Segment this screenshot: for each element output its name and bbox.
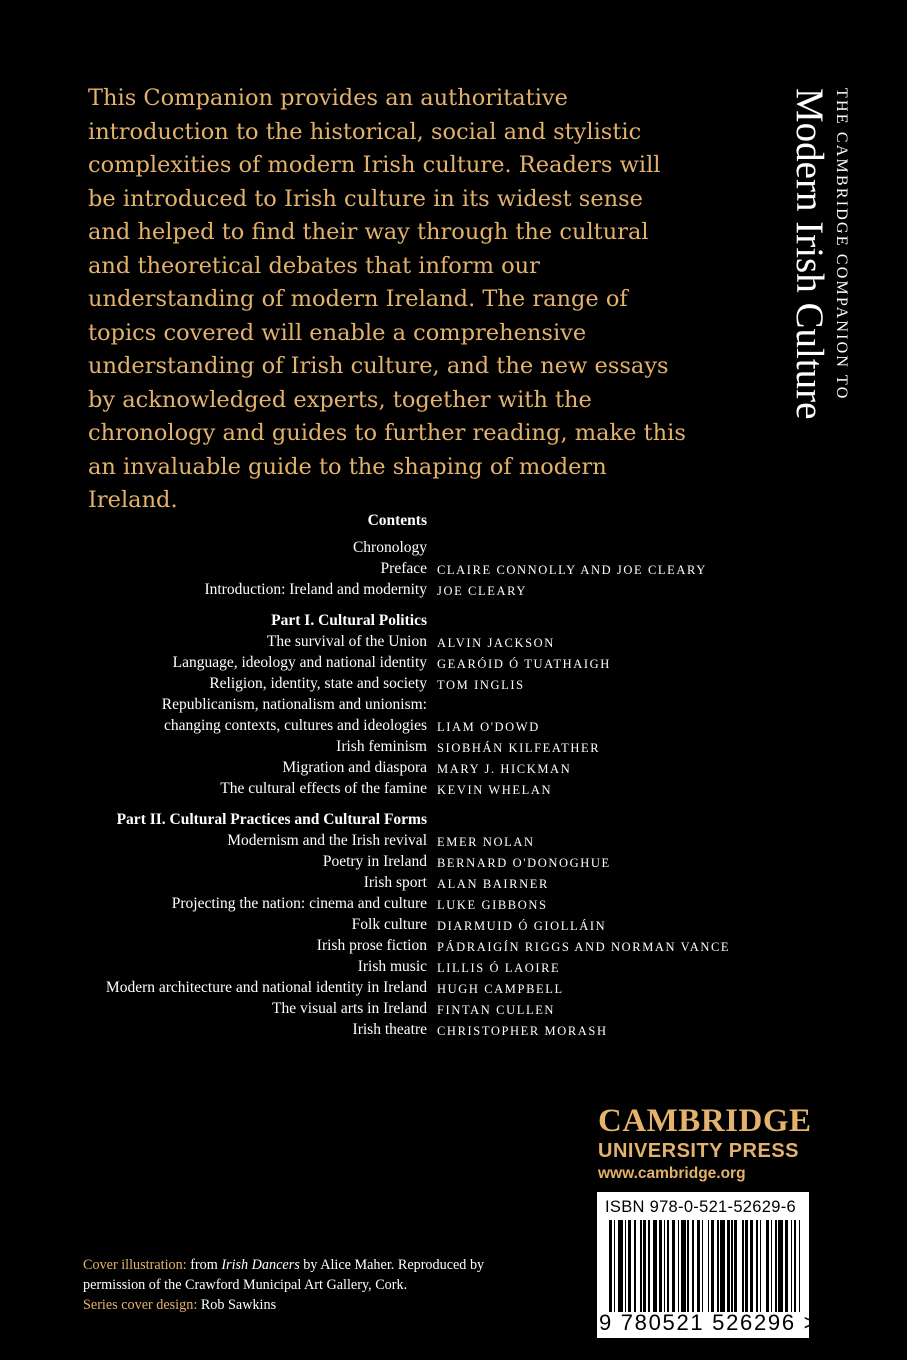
entry-author: HUGH CAMPBELL bbox=[437, 982, 564, 996]
entry-author: JOE CLEARY bbox=[437, 584, 527, 598]
barcode-bar bbox=[799, 1220, 800, 1312]
entry-title: Poetry in Ireland bbox=[322, 853, 427, 870]
contents-entry bbox=[0, 895, 907, 916]
part2-heading-row bbox=[0, 811, 907, 832]
contents-entry bbox=[0, 1000, 907, 1021]
entry-title: Chronology bbox=[352, 539, 427, 556]
contents-entry bbox=[0, 717, 907, 738]
design-name: Rob Sawkins bbox=[197, 1297, 277, 1313]
contents-entry bbox=[0, 675, 907, 696]
barcode-bar bbox=[681, 1220, 685, 1312]
barcode-bar bbox=[664, 1220, 665, 1312]
barcode-bar bbox=[708, 1220, 709, 1312]
contents-heading-row bbox=[0, 512, 907, 533]
barcode-bar bbox=[720, 1220, 724, 1312]
contents-entry bbox=[0, 1021, 907, 1042]
blurb-text: This Companion provides an authoritative introduction to the historical, social and stylistic complexities of modern Irish culture. Readers will be introduced to Irish culture in its widest sense and helped to find their way through the cultural and theoretical debates that inform our understanding of modern Ireland. The range of topics covered will enable a comprehensive understanding of Irish culture, and the new essays by acknowledged experts, together with the chronology and guides to further reading, make this an invaluable guide to the shaping of modern Ireland. bbox=[88, 85, 686, 513]
contents-entry bbox=[0, 874, 907, 895]
entry-title: The survival of the Union bbox=[266, 633, 427, 650]
entry-title: Irish music bbox=[357, 958, 427, 975]
publisher-sub: UNIVERSITY PRESS bbox=[598, 1140, 800, 1162]
barcode-bar bbox=[687, 1220, 688, 1312]
contents-entry bbox=[0, 654, 907, 675]
barcode-bar bbox=[618, 1220, 622, 1312]
entry-author: LILLIS Ó LAOIRE bbox=[437, 961, 561, 975]
barcode-bar bbox=[672, 1220, 675, 1312]
entry-title: Republicanism, nationalism and unionism: bbox=[161, 696, 427, 713]
contents-entry bbox=[0, 696, 907, 717]
entry-title: The visual arts in Ireland bbox=[272, 1000, 427, 1017]
entry-author: KEVIN WHELAN bbox=[437, 783, 553, 797]
barcode-bar bbox=[717, 1220, 718, 1312]
entry-title: Folk culture bbox=[351, 916, 427, 933]
entry-title: Language, ideology and national identity bbox=[172, 654, 427, 671]
illustration-from: from bbox=[186, 1257, 222, 1273]
contents-entry bbox=[0, 581, 907, 602]
barcode-bar bbox=[731, 1220, 732, 1312]
entry-author: CLAIRE CONNOLLY AND JOE CLEARY bbox=[437, 563, 707, 577]
entry-author: ALAN BAIRNER bbox=[437, 877, 549, 891]
entry-title: Irish prose fiction bbox=[316, 937, 427, 954]
barcode-bar bbox=[794, 1220, 795, 1312]
barcode-bar bbox=[756, 1220, 757, 1312]
barcode-bar bbox=[667, 1220, 668, 1312]
entry-title: Projecting the nation: cinema and culture bbox=[171, 895, 427, 912]
barcode-block bbox=[597, 1192, 819, 1338]
entry-title: Modernism and the Irish revival bbox=[227, 832, 427, 849]
part2-heading: Part II. Cultural Practices and Cultural Forms bbox=[116, 811, 427, 828]
barcode-bar bbox=[766, 1220, 769, 1312]
entry-author: DIARMUID Ó GIOLLÁIN bbox=[437, 919, 607, 933]
contents-entry bbox=[0, 853, 907, 874]
publisher-logo bbox=[598, 1104, 838, 1184]
contents-entry bbox=[0, 832, 907, 853]
barcode-bar bbox=[771, 1220, 772, 1312]
entry-author: LUKE GIBBONS bbox=[437, 898, 548, 912]
barcode-bar bbox=[745, 1220, 748, 1312]
barcode-bar bbox=[634, 1220, 635, 1312]
barcode-bar bbox=[609, 1220, 612, 1312]
barcode-bar bbox=[643, 1220, 646, 1312]
contents-entry bbox=[0, 539, 907, 560]
barcode-bars bbox=[609, 1220, 805, 1312]
isbn-label: ISBN 978-0-521-52629-6 bbox=[605, 1198, 796, 1216]
spine-title-block bbox=[780, 88, 850, 498]
barcode-bar bbox=[614, 1220, 615, 1312]
series-name: THE CAMBRIDGE COMPANION TO bbox=[833, 88, 850, 401]
barcode-bar bbox=[727, 1220, 730, 1312]
entry-title: Migration and diaspora bbox=[282, 759, 427, 776]
entry-title: Irish feminism bbox=[336, 738, 427, 755]
barcode-bar bbox=[697, 1220, 700, 1312]
entry-title: Irish theatre bbox=[352, 1021, 427, 1038]
entry-title: Irish sport bbox=[363, 874, 427, 891]
barcode-bar bbox=[640, 1220, 641, 1312]
entry-author: TOM INGLIS bbox=[437, 678, 525, 692]
contents-entry bbox=[0, 780, 907, 801]
barcode-bar bbox=[778, 1220, 782, 1312]
illustration-line2: permission of the Crawford Municipal Art Gallery, Cork. bbox=[83, 1277, 408, 1293]
publisher-name: CAMBRIDGE bbox=[598, 1103, 812, 1139]
entry-title: Introduction: Ireland and modernity bbox=[204, 581, 427, 598]
barcode-bar bbox=[750, 1220, 753, 1312]
illustration-work: Irish Dancers bbox=[221, 1257, 300, 1273]
barcode-bar bbox=[791, 1220, 792, 1312]
design-label: Series cover design: bbox=[83, 1297, 198, 1313]
barcode-bar bbox=[711, 1220, 714, 1312]
entry-author: EMER NOLAN bbox=[437, 835, 535, 849]
barcode-bar bbox=[628, 1220, 631, 1312]
barcode-bar bbox=[785, 1220, 788, 1312]
entry-title: The cultural effects of the famine bbox=[220, 780, 427, 797]
contents-heading: Contents bbox=[367, 512, 427, 529]
contents-entry bbox=[0, 560, 907, 581]
barcode-bar bbox=[734, 1220, 737, 1312]
contents-entry bbox=[0, 916, 907, 937]
contents-entry bbox=[0, 738, 907, 759]
illustration-rest: by Alice Maher. Reproduced by bbox=[299, 1257, 485, 1273]
ean-digits: 9 780521 526296 > bbox=[599, 1310, 819, 1335]
barcode-bar bbox=[760, 1220, 761, 1312]
entry-title: Preface bbox=[380, 560, 427, 577]
entry-author: CHRISTOPHER MORASH bbox=[437, 1024, 608, 1038]
barcode-bar bbox=[653, 1220, 657, 1312]
part1-heading: Part I. Cultural Politics bbox=[271, 612, 427, 629]
contents-entry bbox=[0, 633, 907, 654]
contents-entry bbox=[0, 979, 907, 1000]
contents-list bbox=[0, 512, 907, 1042]
entry-title: changing contexts, cultures and ideologies bbox=[163, 717, 427, 734]
publisher-url: www.cambridge.org bbox=[598, 1165, 746, 1182]
entry-author: SIOBHÁN KILFEATHER bbox=[437, 741, 601, 755]
entry-author: PÁDRAIGÍN RIGGS AND NORMAN VANCE bbox=[437, 940, 731, 954]
contents-entry bbox=[0, 759, 907, 780]
entry-title: Modern architecture and national identity in Ireland bbox=[105, 979, 427, 996]
illustration-label: Cover illustration: bbox=[83, 1257, 187, 1273]
entry-author: LIAM O'DOWD bbox=[437, 720, 540, 734]
barcode-bar bbox=[648, 1220, 649, 1312]
entry-author: ALVIN JACKSON bbox=[437, 636, 555, 650]
part1-heading-row bbox=[0, 612, 907, 633]
contents-entry bbox=[0, 958, 907, 979]
barcode-bar bbox=[742, 1220, 743, 1312]
entry-author: MARY J. HICKMAN bbox=[437, 762, 572, 776]
barcode-bar bbox=[659, 1220, 662, 1312]
entry-author: GEARÓID Ó TUATHAIGH bbox=[437, 657, 611, 671]
barcode-bar bbox=[678, 1220, 679, 1312]
entry-author: FINTAN CULLEN bbox=[437, 1003, 556, 1017]
barcode-bar bbox=[702, 1220, 703, 1312]
cover-credits bbox=[83, 1255, 583, 1315]
entry-title: Religion, identity, state and society bbox=[209, 675, 427, 692]
barcode-bar bbox=[625, 1220, 626, 1312]
barcode-bar bbox=[692, 1220, 693, 1312]
book-title: Modern Irish Culture bbox=[788, 88, 831, 420]
barcode-bar bbox=[775, 1220, 776, 1312]
entry-author: BERNARD O'DONOGHUE bbox=[437, 856, 611, 870]
contents-entry bbox=[0, 937, 907, 958]
